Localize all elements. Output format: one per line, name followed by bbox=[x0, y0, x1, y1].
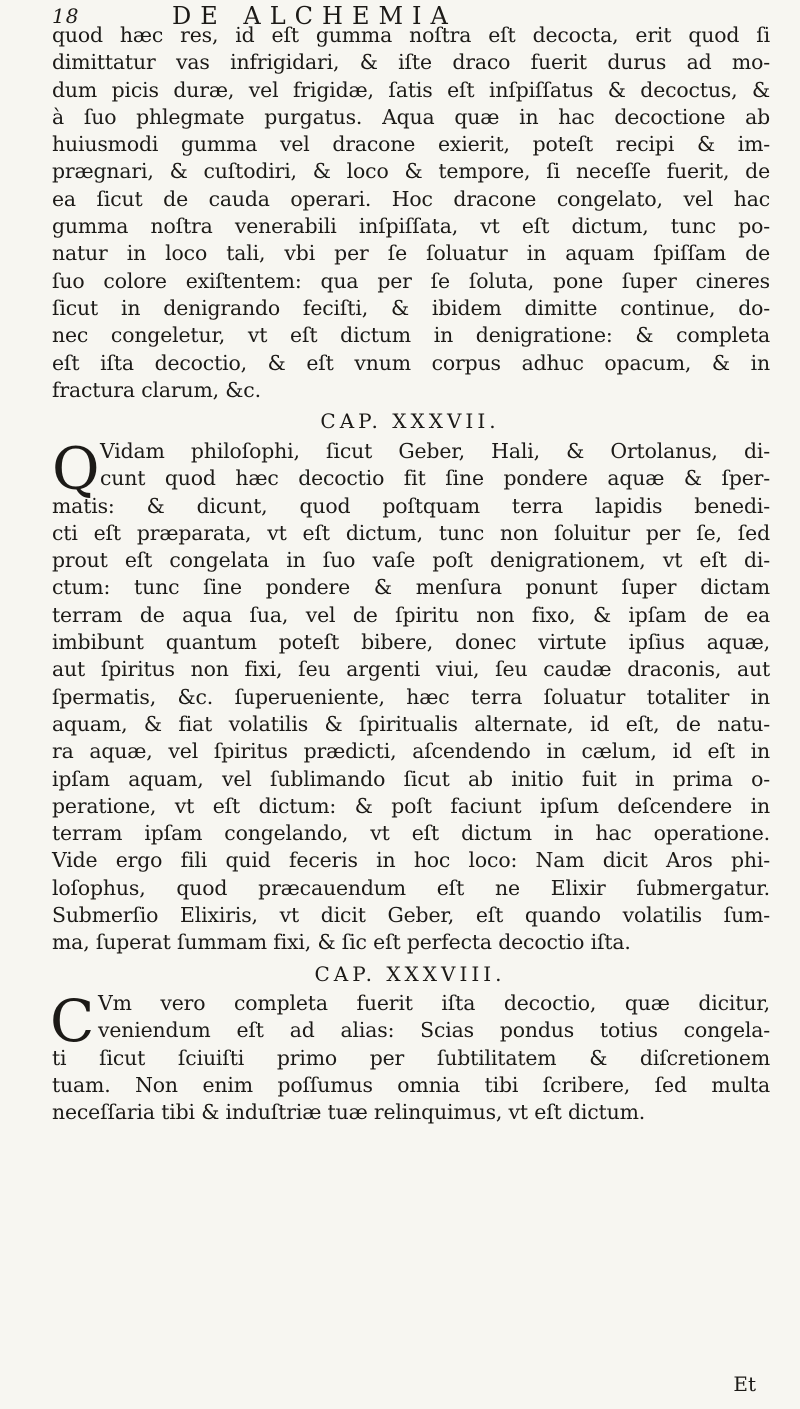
text-line: ſicut in denigrando feciſti, & ibidem dimitte continue, do- bbox=[52, 295, 770, 320]
running-title: DE ALCHEMIA bbox=[172, 2, 457, 30]
text-line: ea ſicut de cauda operari. Hoc dracone congelato, vel hac bbox=[52, 186, 770, 211]
drop-initial-q: Q bbox=[52, 435, 100, 503]
chapter-heading-37: CAP. XXXVII. bbox=[320, 409, 500, 433]
text-line: aut ſpiritus non fixi, ſeu argenti viui, ſeu caudæ draconis, aut bbox=[52, 657, 770, 682]
text-line: ma, ſuperat ſummam fixi, & ſic eſt perfecta decoctio iſta. bbox=[52, 930, 631, 955]
text-line: ſpermatis, &c. ſuperueniente, hæc terra ſoluatur totaliter in bbox=[52, 684, 770, 709]
text-line: ſuo colore exiſtentem: qua per ſe ſoluta, pone ſuper cineres bbox=[52, 268, 770, 293]
catchword: Et bbox=[733, 1372, 756, 1396]
text-line: tuam. Non enim poſſumus omnia tibi ſcribere, ſed multa bbox=[52, 1072, 770, 1097]
text-line: huiusmodi gumma vel dracone exierit, poteſt recipi & im- bbox=[52, 132, 770, 157]
text-line: ipſam aquam, vel ſublimando ſicut ab initio fuit in prima o- bbox=[52, 766, 770, 791]
text-line: Vm vero completa fuerit iſta decoctio, quæ dicitur, bbox=[98, 991, 770, 1015]
text-line: terram ipſam congelando, vt eſt dictum in hac operatione. bbox=[52, 821, 770, 846]
text-line: loſophus, quod præcauendum eſt ne Elixir ſubmergatur. bbox=[52, 875, 770, 900]
text-line: neceſſaria tibi & induſtriæ tuæ relinquimus, vt eſt dictum. bbox=[52, 1100, 646, 1125]
text-line: quod hæc res, id eſt gumma noſtra eſt decocta, erit quod ſi bbox=[52, 23, 770, 47]
text-line: eſt iſta decoctio, & eſt vnum corpus adhuc opacum, & in bbox=[52, 350, 770, 375]
text-line: prægnari, & cuſtodiri, & loco & tempore, ſi neceſſe fuerit, de bbox=[52, 159, 770, 184]
drop-initial-c: C bbox=[50, 987, 95, 1055]
text-line: à ſuo phlegmate purgatus. Aqua quæ in hac decoctione ab bbox=[52, 104, 770, 129]
chapter-heading-38: CAP. XXXVIII. bbox=[314, 962, 506, 986]
text-line: gumma noſtra venerabili inſpiſſata, vt eſt dictum, tunc po- bbox=[52, 214, 770, 239]
text-line: natur in loco tali, vbi per ſe ſoluatur in aquam ſpiſſam de bbox=[52, 241, 770, 266]
text-line: Submerſio Elixiris, vt dicit Geber, eſt quando volatilis ſum- bbox=[52, 903, 770, 928]
text-line: prout eſt congelata in ſuo vaſe poſt denigrationem, vt eſt di- bbox=[52, 548, 770, 573]
text-line: ra aquæ, vel ſpiritus prædicti, aſcendendo in cælum, id eſt in bbox=[52, 739, 770, 764]
text-line: Vide ergo fili quid feceris in hoc loco: Nam dicit Aros phi- bbox=[52, 848, 770, 873]
text-line: dum picis duræ, vel frigidæ, ſatis eſt inſpiſſatus & decoctus, & bbox=[52, 77, 770, 102]
paragraph-continuation bbox=[52, 22, 770, 404]
text-line: aquam, & fiat volatilis & ſpiritualis alternate, id eſt, de natu- bbox=[52, 711, 770, 736]
folio-number: 18 bbox=[52, 4, 80, 28]
text-line: fractura clarum, &c. bbox=[52, 377, 261, 402]
text-line: matis: & dicunt, quod poſtquam terra lapidis benedi- bbox=[52, 493, 770, 518]
text-line: ti ſicut ſciuiſti primo per ſubtilitatem & diſcretionem bbox=[52, 1045, 770, 1070]
text-line: cunt quod hæc decoctio fit ſine pondere aquæ & ſper- bbox=[100, 466, 770, 491]
text-line: ctum: tunc ſine pondere & menſura ponunt ſuper dictam bbox=[52, 575, 770, 600]
text-line: Vidam philoſophi, ſicut Geber, Hali, & Ortolanus, di- bbox=[100, 439, 770, 463]
text-line: imbibunt quantum poteſt bibere, donec virtute ipſius aquæ, bbox=[52, 630, 770, 655]
text-line: veniendum eſt ad alias: Scias pondus totius congela- bbox=[98, 1018, 770, 1043]
chapter-37-text bbox=[52, 435, 770, 957]
text-line: nec congeletur, vt eſt dictum in denigratione: & completa bbox=[52, 323, 770, 348]
chapter-38-text bbox=[50, 987, 770, 1126]
text-line: peratione, vt eſt dictum: & poſt faciunt ipſum deſcendere in bbox=[52, 793, 770, 818]
text-line: terram de aqua ſua, vel de ſpiritu non fixo, & ipſam de ea bbox=[52, 602, 770, 627]
text-line: cti eſt præparata, vt eſt dictum, tunc non ſoluitur per ſe, ſed bbox=[52, 520, 770, 545]
text-line: dimittatur vas infrigidari, & iſte draco fuerit durus ad mo- bbox=[52, 50, 770, 75]
